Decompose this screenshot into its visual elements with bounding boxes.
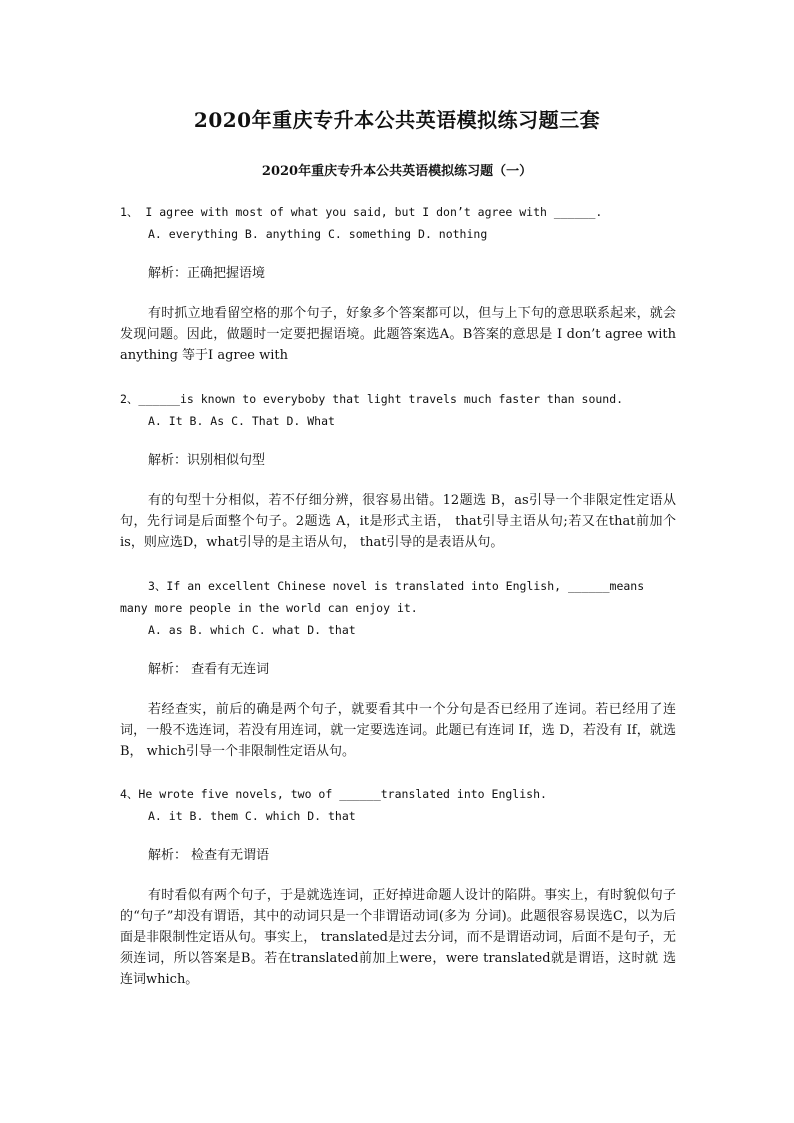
question-3-explanation: 若经查实，前后的确是两个句子，就要看其中一个分句是否已经用了连词。若已经用了连词，一般不选连词，若没有用连词，就一定要选连词。此题已有连词 If，选 D，若没有 If，就选 B， which引导一个非限制性定语从句。 — [120, 702, 676, 759]
question-3-heading: 解析： 查看有无连词 — [148, 662, 270, 677]
question-4-options: A. it B. them C. which D. that — [148, 809, 356, 823]
question-3-options: A. as B. which C. what D. that — [148, 623, 356, 637]
document-title: 2020年重庆专升本公共英语模拟练习题三套 — [193, 108, 601, 132]
question-2-heading: 解析：识别相似句型 — [148, 453, 266, 468]
question-1-explanation: 有时抓立地看留空格的那个句子，好象多个答案都可以，但与上下句的意思联系起来，就会发现问题。因此，做题时一定要把握语境。此题答案选A。B答案的意思是 I don’t agree with anything 等于I agree with — [120, 306, 676, 363]
question-4-explanation: 有时看似有两个句子，于是就选连词，正好掉进命题人设计的陷阱。事实上，有时貌似句子的“句子”却没有谓语，其中的动词只是一个非谓语动词(多为 分词)。此题很容易误选C，以为后面是非限制性定语从句。事实上， translated是过去分词，而不是谓语动词，后面不是句子，无须连词，所以答案是B。若在translated前加上were，were translated就是谓语，这时就 选连词which。 — [120, 888, 676, 987]
question-3-text: 3、If an excellent Chinese novel is translated into English, ______means many more people in the world can enjoy it. — [120, 579, 652, 615]
question-2-explanation: 有的句型十分相似，若不仔细分辨，很容易出错。12题选 B，as引导一个非限定性定语从句，先行词是后面整个句子。2题选 A，it是形式主语， that引导主语从句;若又在that前加个 is，则应选D，what引导的是主语从句， that引导的是表语从句。 — [120, 493, 676, 550]
question-2-options: A. It B. As C. That D. What — [148, 414, 335, 428]
question-2-text: 2、______is known to everyboby that light travels much faster than sound. — [120, 392, 624, 406]
question-4-text: 4、He wrote five novels, two of ______translated into English. — [120, 787, 547, 801]
question-1-options: A. everything B. anything C. something D. nothing — [148, 227, 488, 241]
question-1-heading: 解析：正确把握语境 — [148, 266, 266, 281]
question-1-text: 1、 I agree with most of what you said, but I don’t agree with ______. — [120, 205, 603, 219]
question-4-heading: 解析： 检查有无谓语 — [148, 848, 270, 863]
document-subtitle: 2020年重庆专升本公共英语模拟练习题（一） — [261, 164, 533, 179]
